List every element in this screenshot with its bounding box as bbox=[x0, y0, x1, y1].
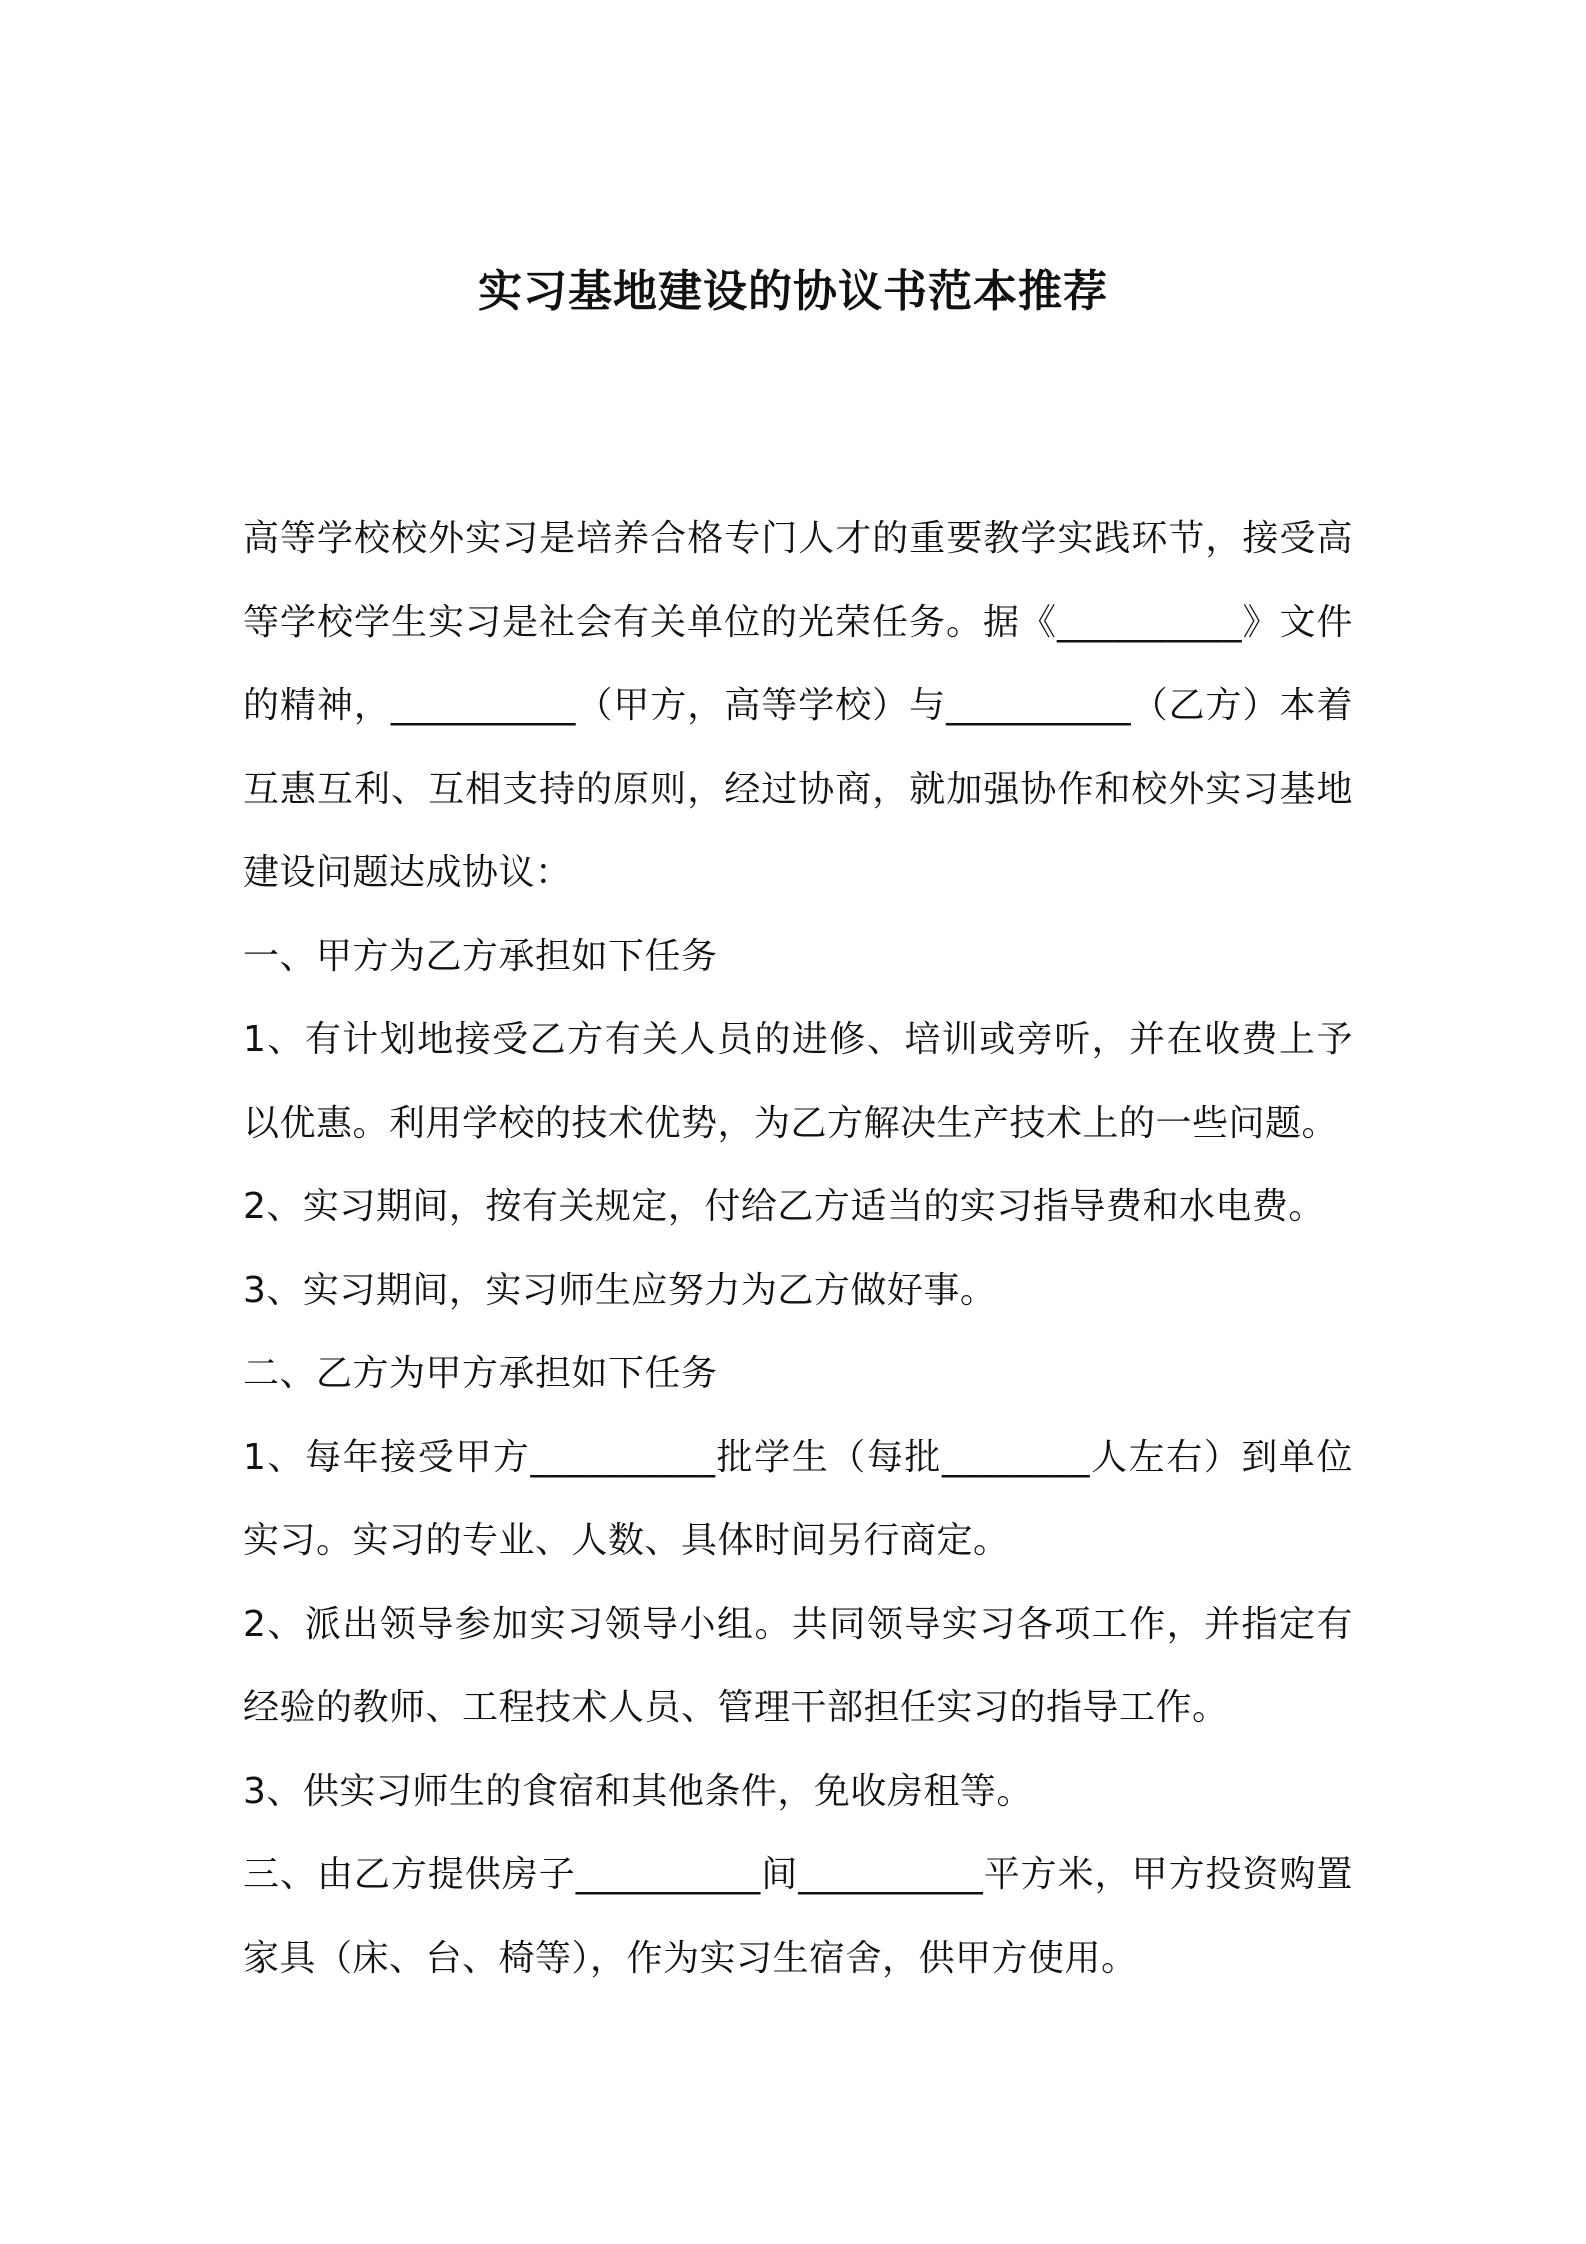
clause-a-1: 1、有计划地接受乙方有关人员的进修、培训或旁听，并在收费上予以优惠。利用学校的技术优势，为乙方解决生产技术上的一些问题。 bbox=[243, 1019, 1353, 1144]
intro-paragraph: 高等学校校外实习是培养合格专门人才的重要教学实践环节，接受高等学校学生实习是社会有关单位的光荣任务。据《__________》文件的精神，__________（甲方，高等学校）与__________（乙方）本着互惠互利、互相支持的原则，经过协商，就加强协作和校外实习基地建设问题达成协议： bbox=[243, 518, 1353, 893]
document-title: 实习基地建设的协议书范本推荐 bbox=[478, 266, 1108, 317]
section-heading-party-b: 二、乙方为甲方承担如下任务 bbox=[243, 1353, 718, 1394]
section-heading-party-a: 一、甲方为乙方承担如下任务 bbox=[243, 935, 718, 977]
clause-b-2: 2、派出领导参加实习领导小组。共同领导实习各项工作，并指定有经验的教师、工程技术人员、管理干部担任实习的指导工作。 bbox=[243, 1603, 1353, 1728]
clause-three-housing: 三、由乙方提供房子__________间__________平方米，甲方投资购置家具（床、台、椅等），作为实习生宿舍，供甲方使用。 bbox=[243, 1854, 1353, 1979]
clause-b-3: 3、供实习师生的食宿和其他条件，免收房租等。 bbox=[243, 1770, 1033, 1812]
clause-a-2: 2、实习期间，按有关规定，付给乙方适当的实习指导费和水电费。 bbox=[243, 1186, 1325, 1227]
clause-a-3: 3、实习期间，实习师生应努力为乙方做好事。 bbox=[243, 1269, 997, 1311]
clause-b-1: 1、每年接受甲方__________批学生（每批________人左右）到单位实习。实习的专业、人数、具体时间另行商定。 bbox=[243, 1436, 1353, 1561]
document-body bbox=[243, 497, 1353, 2000]
